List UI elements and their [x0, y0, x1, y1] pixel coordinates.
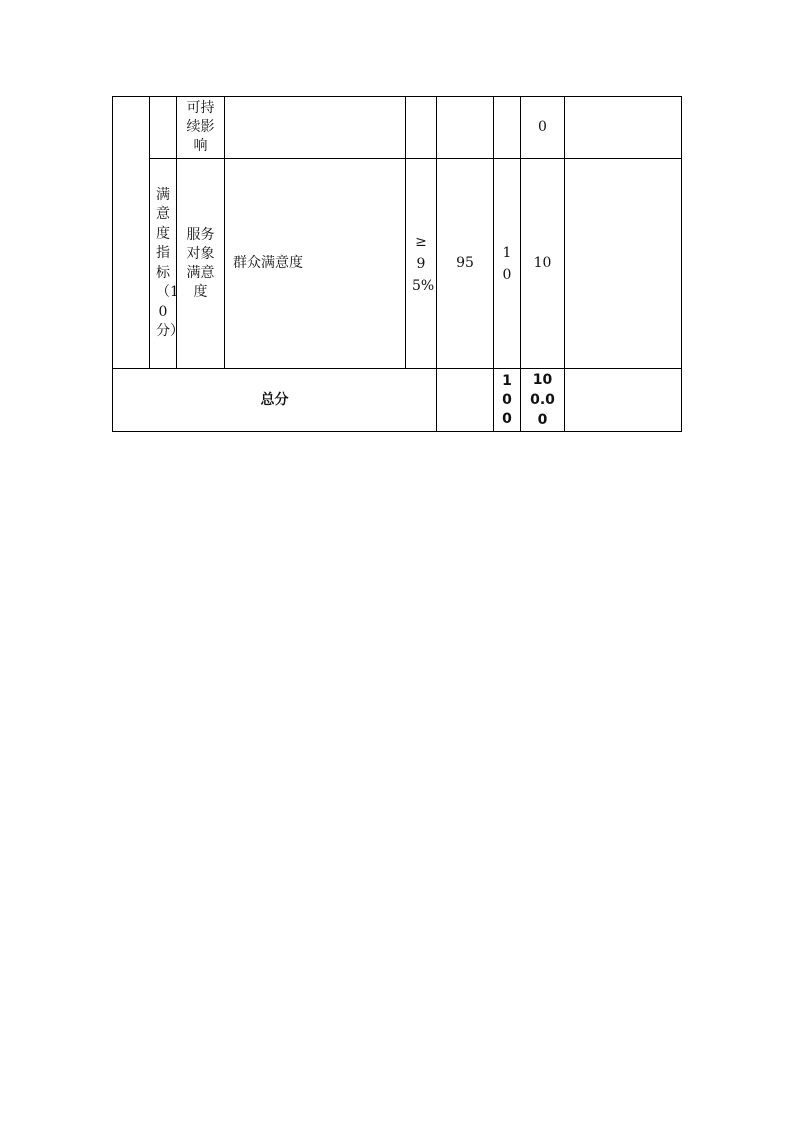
score-cell — [521, 159, 564, 368]
level3-label: 可持续影响 — [186, 100, 215, 154]
target-cell — [406, 159, 436, 368]
row1-value: 0 — [538, 119, 547, 135]
score-value: 10 — [533, 255, 552, 271]
total-label: 总分 — [260, 391, 289, 408]
weight-cell — [494, 159, 520, 368]
indicator-label: 群众满意度 — [233, 255, 303, 271]
total-score-cell — [521, 369, 564, 431]
weight-value: 10 — [502, 244, 512, 283]
level3-sustainable-impact-cell — [177, 97, 224, 158]
total-label-cell — [113, 369, 436, 431]
total-weight: 100 — [502, 372, 512, 427]
total-score: 100.00 — [530, 372, 555, 428]
level2-label: 满意度指标（10分） — [156, 186, 184, 339]
level3-service-satisfaction-cell — [177, 159, 224, 368]
level2-satisfaction-cell — [150, 159, 184, 368]
performance-table — [112, 96, 682, 432]
total-weight-cell — [494, 369, 520, 431]
level3-label: 服务对象满意度 — [186, 226, 215, 300]
actual-value: 95 — [456, 255, 474, 271]
actual-cell — [437, 159, 493, 368]
row1-value-cell — [521, 97, 564, 158]
indicator-cell — [225, 159, 405, 368]
target-value: ≥95% — [412, 233, 435, 294]
